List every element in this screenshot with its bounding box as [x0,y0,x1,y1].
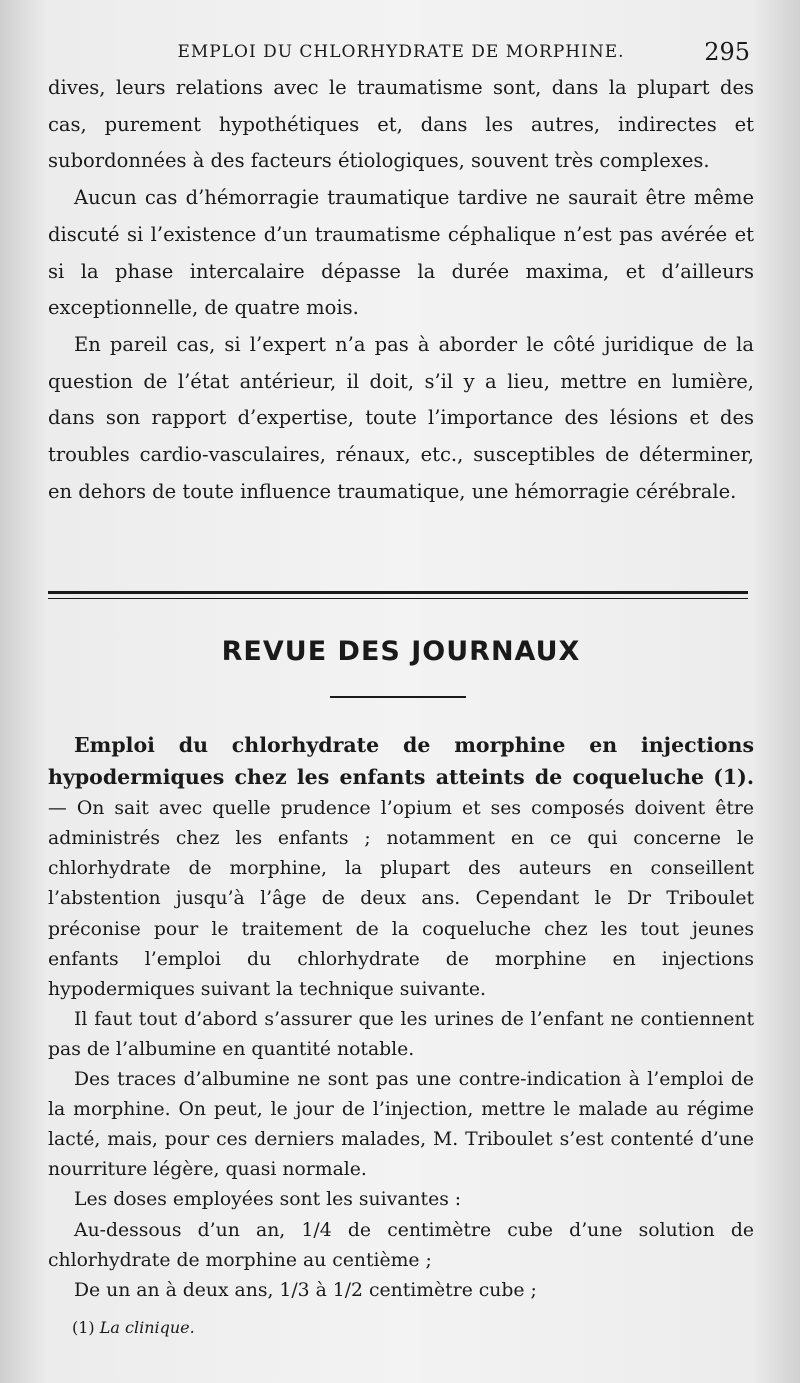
footnote-marker: (1) [72,1318,95,1337]
footnote [72,1318,195,1337]
paragraph: De un an à deux ans, 1/3 à 1/2 centimètre cube ; [74,1279,537,1301]
paragraph: dives, leurs relations avec le traumatisme sont, dans la plupart des cas, purement hypothétiques et, dans les autres, indirectes et subordonnées à des facteurs étiologiques, souvent très complexes. [48,76,754,173]
article-lead-paragraph [48,730,754,1005]
paragraph: Des traces d’albumine ne sont pas une contre-indication à l’emploi de la morphine. On peut, le jour de l’injection, mettre le malade au régime lacté, mais, pour ces derniers malades, M. Triboulet s’est contenté d’une nourriture légère, quasi normale. [48,1069,754,1181]
footnote-source: La clinique. [99,1318,195,1337]
paragraph: Aucun cas d’hémorragie traumatique tardive ne saurait être même discuté si l’existence d’un traumatisme céphalique n’est pas avérée et si la phase intercalaire dépasse la durée maxima, et d’ailleurs exceptionnelle, de quatre mois. [48,186,754,320]
heading-underline [330,696,466,698]
paragraph: En pareil cas, si l’expert n’a pas à aborder le côté juridique de la question de l’état antérieur, il doit, s’il y a lieu, mettre en lumière, dans son rapport d’expertise, toute l’importance des lésions et des troubles cardio-vasculaires, rénaux, etc., susceptibles de déterminer, en dehors de toute influence traumatique, une hémorragie cérébrale. [48,332,754,503]
paragraph: Au-dessous d’un an, 1/4 de centimètre cube d’une solution de chlorhydrate de morphine au centième ; [48,1219,754,1271]
running-title: EMPLOI DU CHLORHYDRATE DE MORPHINE. [177,42,625,62]
section-heading: REVUE DES JOURNAUX [221,636,581,667]
footnote-reference: (1). [713,765,754,790]
paragraph: Les doses employées sont les suivantes : [74,1189,462,1211]
article-lead: — On sait avec quelle prudence l’opium et ses composés doivent être administrés chez les enfants ; notamment en ce qui concerne le chlorhydrate de morphine, la plupart des auteurs en conseillent l’abstention jusqu’à l’âge de deux ans. Cependant le Dr Triboulet préconise pour le traitement de la coqueluche chez les tout jeunes enfants l’emploi du chlorhydrate de morphine en injections hypodermiques suivant la technique suivante. [48,798,754,1000]
paragraph: Il faut tout d’abord s’assurer que les urines de l’enfant ne contiennent pas de l’albumine en quantité notable. [48,1008,754,1060]
running-head [48,36,754,66]
article-title: Emploi du chlorhydrate de morphine en injections hypodermiques chez les enfants atteints de coqueluche [48,733,754,790]
page-number: 295 [704,38,750,66]
article-text [48,730,754,1306]
section-divider [48,591,748,601]
previous-article-text [48,70,754,510]
